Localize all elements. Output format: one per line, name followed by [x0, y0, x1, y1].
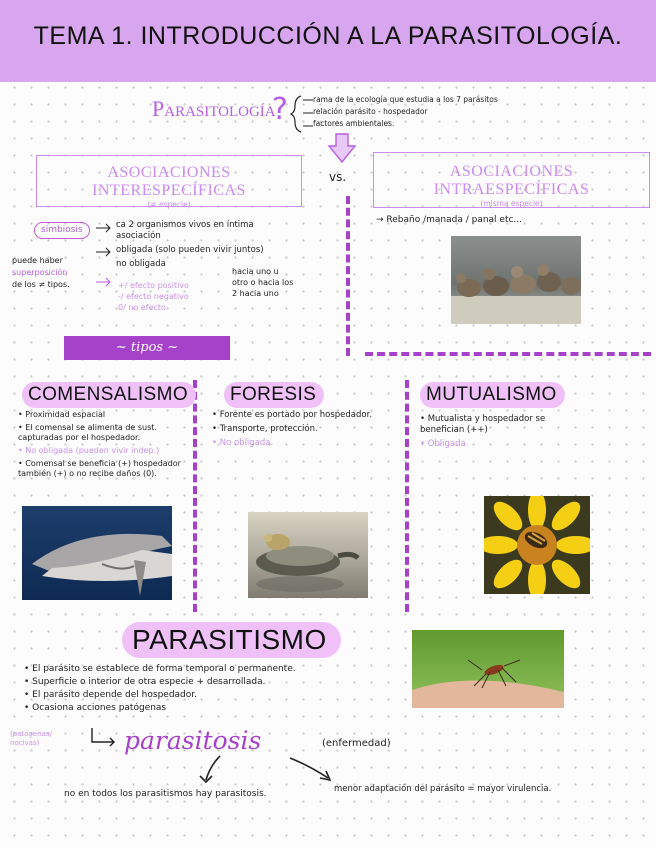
comensalismo-point: • No obligada (pueden vivir indep.) [18, 446, 160, 455]
down-arrow-icon [327, 132, 357, 164]
comensalismo-point: • El comensal se alimenta de sust. capturadas por el hospedador. [18, 423, 157, 442]
conclusion-right: menor adaptación del parásito = mayor virulencia. [334, 784, 552, 794]
parasitosis-word: parasitosis [124, 726, 262, 755]
parasitismo-points [24, 664, 414, 717]
side-note-line: superposición [12, 268, 68, 277]
tipos-label: ~ tipos ~ [64, 336, 230, 360]
intraspecific-examples: → Rebaño /manada / panal etc... [376, 215, 523, 225]
wolves-photo [451, 236, 581, 324]
side-note-line: de los ≠ tipos. [12, 280, 70, 289]
comensalismo-point: • Comensal se beneficia (+) hospedador también (+) o no recibe daños (0). [18, 459, 181, 478]
page-title: TEMA 1. INTRODUCCIÓN A LA PARASITOLOGÍA. [33, 22, 623, 50]
mutualismo-point: • Obligada. [420, 439, 469, 449]
mutualismo-points [420, 414, 590, 453]
shark-illustration [22, 506, 172, 600]
foresis-photo [248, 512, 368, 598]
bee-flower-illustration [484, 496, 590, 594]
definition-item: rama de la ecología que estudia a los 7 parásitos [313, 95, 498, 104]
vertical-divider-top [346, 196, 350, 356]
parasitismo-point: • Ocasiona acciones patógenas [24, 703, 167, 713]
parasitologia-definitions [313, 94, 498, 130]
side-note-line: puede haber [12, 256, 63, 265]
column-divider-2 [405, 380, 409, 612]
effect-item: -/ efecto negativo [118, 292, 189, 301]
no-obligada-note: no obligada [116, 259, 166, 269]
foresis-points [212, 410, 402, 452]
interspecific-box [36, 155, 302, 207]
bee-flower-photo [484, 496, 590, 594]
side-note-pathogenic: (patógenas/ nocivas) [10, 730, 52, 747]
parasitismo-point: • El parásito se establece de forma temporal o permanente. [24, 664, 296, 674]
effect-direction-note: hacia uno u otro o hacia los 2 hacia uno [232, 267, 294, 298]
side-note [12, 255, 82, 291]
definition-item: relación parásito - hospedador [313, 107, 428, 116]
shark-photo [22, 506, 172, 600]
intraspecific-box [373, 152, 650, 208]
horizontal-divider [365, 352, 651, 356]
column-divider-1 [193, 380, 197, 612]
comensalismo-point: • Proximidad espacial [18, 410, 106, 419]
mutualismo-point: • Mutualista y hospedador se benefician (++) [420, 414, 546, 435]
parasitismo-point: • Superficie o interior de otra especie + desarrollada. [24, 677, 266, 687]
interspecific-subtitle: (≠ especie) [147, 200, 191, 209]
question-mark: ? [272, 92, 288, 127]
comensalismo-heading: COMENSALISMO [22, 382, 196, 408]
effect-item: +/ efecto positivo [118, 281, 189, 290]
comensalismo-points [18, 410, 190, 482]
effects-list [118, 280, 189, 313]
simbiosis-definition: ca 2 organismos vivos en íntima asociación [116, 220, 254, 241]
interspecific-title: ASOCIACIONES INTERESPECÍFICAS [92, 164, 246, 199]
foresis-heading: FORESIS [224, 382, 324, 408]
parasitismo-heading: PARASITISMO [122, 622, 341, 658]
intraspecific-subtitle: (misma especie) [480, 199, 543, 208]
mosquito-illustration [412, 630, 564, 708]
conclusion-left: no en todos los parasitismos hay parasitosis. [64, 789, 267, 799]
return-arrow-icon [88, 726, 118, 748]
parasitologia-title: Parasitología [152, 96, 276, 121]
definition-item: factores ambientales. [313, 119, 395, 128]
intraspecific-title: ASOCIACIONES INTRAESPECÍFICAS [433, 163, 590, 198]
effect-item: 0/ no efecto [118, 303, 166, 312]
foresis-point: • Transporte, protección. [212, 424, 318, 434]
foresis-point: • Forente es portado por hospedador. [212, 410, 373, 420]
arrow-icon [94, 220, 116, 290]
versus-label: vs. [329, 170, 347, 184]
obligada-note: obligada (solo pueden vivir juntos) [116, 245, 264, 255]
foresis-point: • No obligada. [212, 438, 274, 448]
mutualismo-heading: MUTUALISMO [420, 382, 565, 408]
branch-arrows-icon [190, 752, 350, 788]
wolves-illustration [451, 236, 581, 324]
simbiosis-label: simbiosis [34, 222, 90, 239]
mosquito-photo [412, 630, 564, 708]
foresis-illustration [248, 512, 368, 598]
parasitosis-meaning: (enfermedad) [322, 738, 391, 749]
parasitismo-point: • El parásito depende del hospedador. [24, 690, 198, 700]
